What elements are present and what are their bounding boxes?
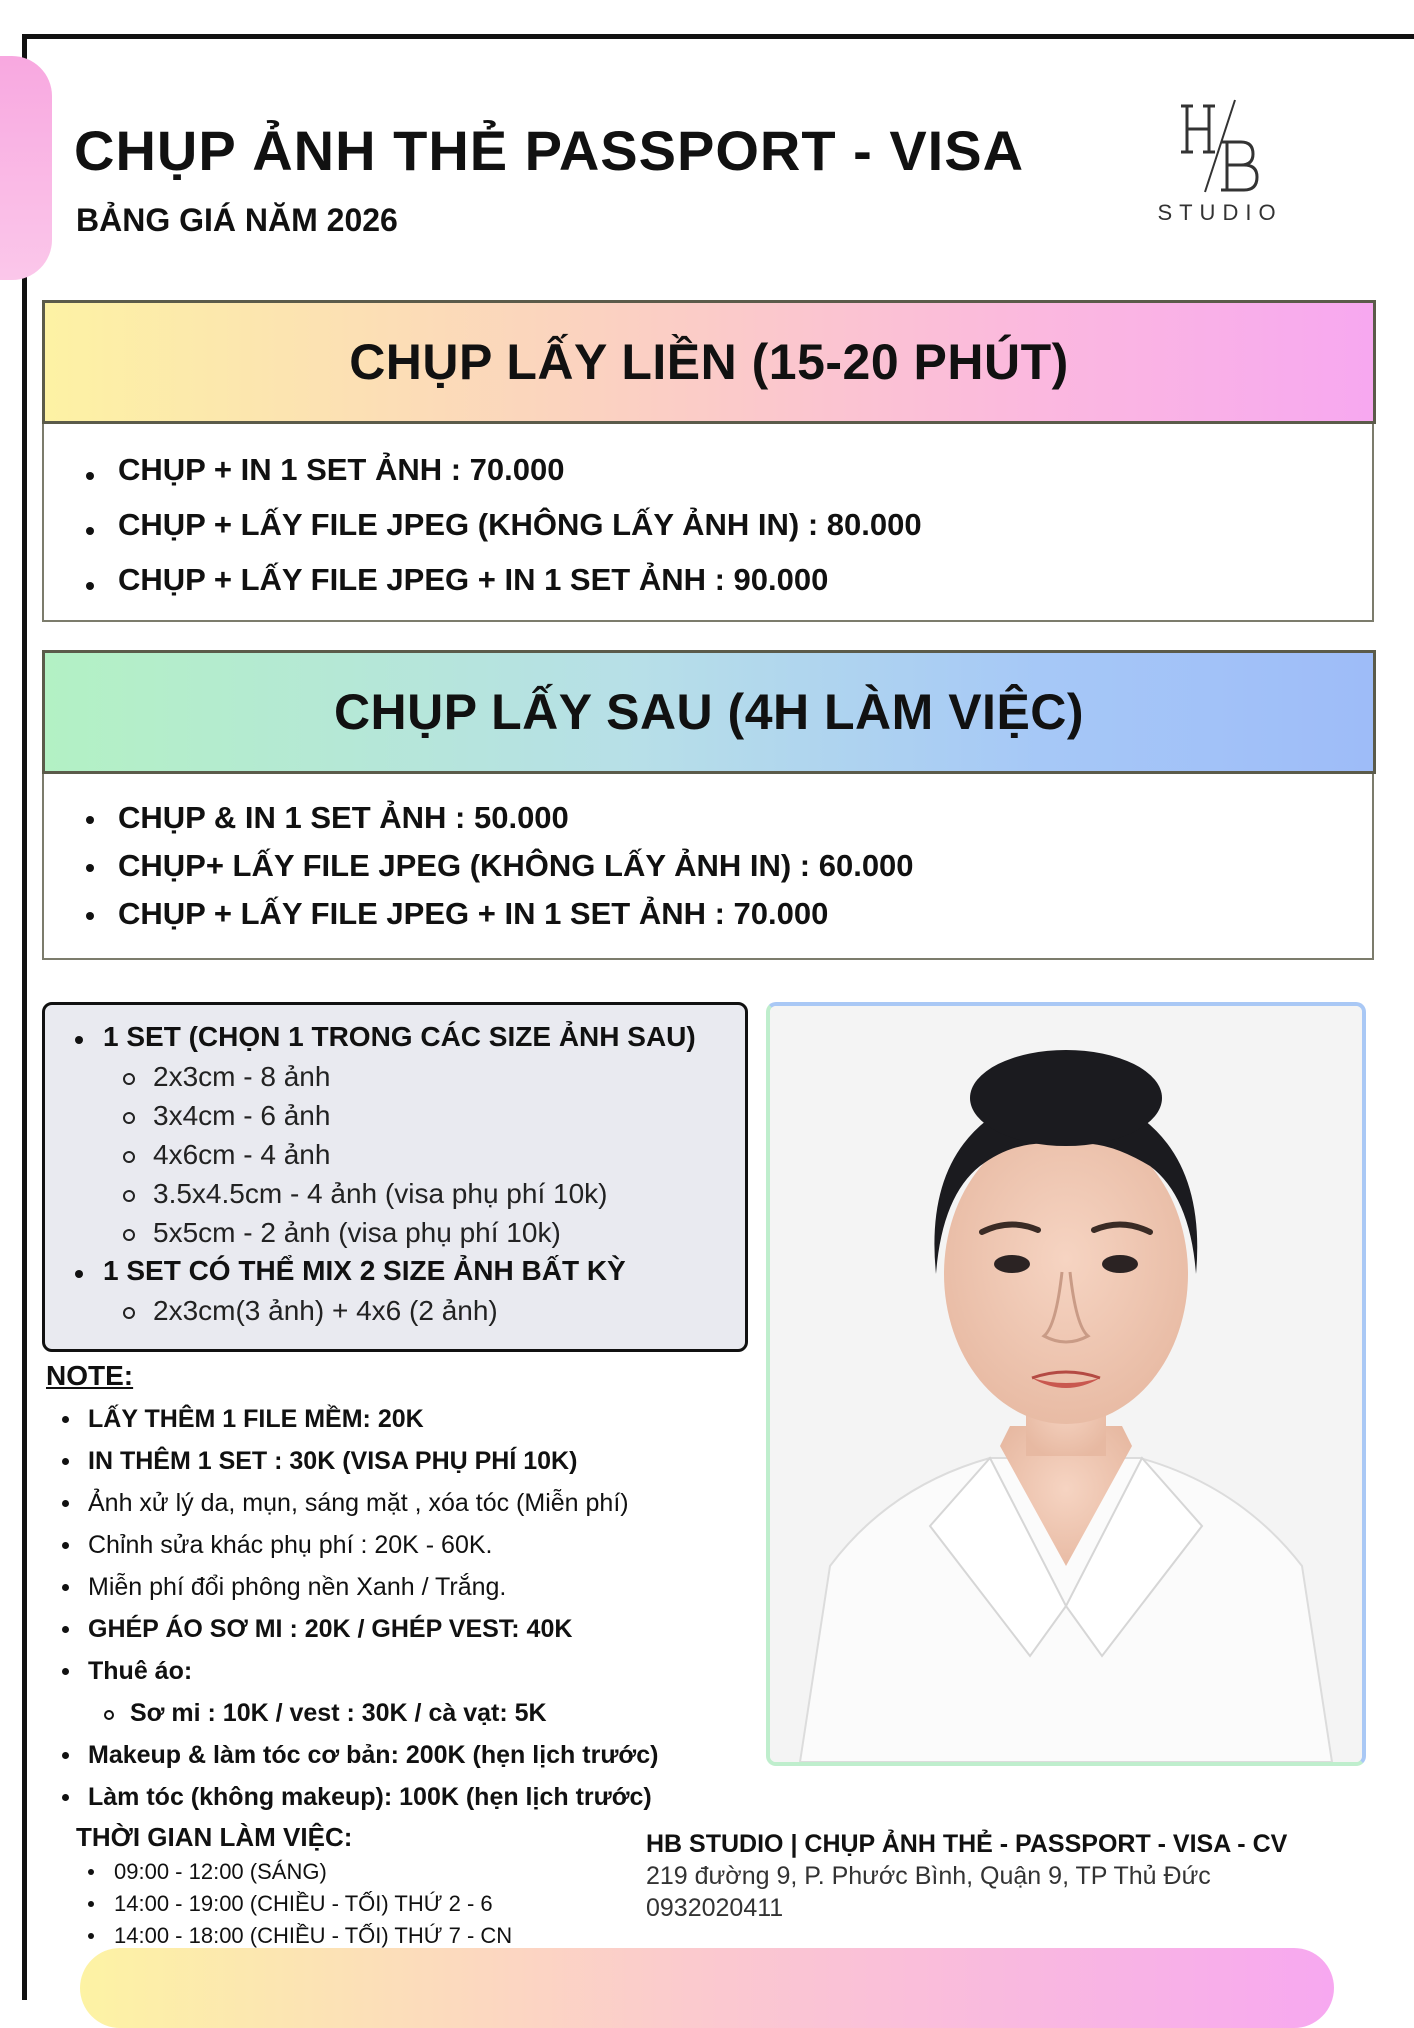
price-item: CHỤP + LẤY FILE JPEG + IN 1 SET ẢNH : 90.000 [82, 558, 922, 613]
price-item: CHỤP & IN 1 SET ẢNH : 50.000 [82, 796, 914, 844]
working-hours-item: 14:00 - 18:00 (CHIỀU - TỐI) THỨ 7 - CN [84, 1920, 512, 1952]
decorative-bottom-bar [80, 1948, 1334, 2028]
section-heading-text: CHỤP LẤY LIỀN (15-20 PHÚT) [349, 334, 1069, 390]
contact-phone[interactable]: 0932020411 [646, 1894, 784, 1922]
page-subtitle: BẢNG GIÁ NĂM 2026 [76, 202, 398, 238]
note-item: Miễn phí đổi phông nền Xanh / Trắng. [58, 1566, 758, 1608]
contact-address: 219 đường 9, P. Phước Bình, Quận 9, TP Thủ Đức [646, 1862, 1211, 1890]
frame-top-border [22, 34, 1414, 39]
size-option: 2x3cm - 8 ảnh [121, 1061, 330, 1093]
contact-studio-name: HB STUDIO | CHỤP ẢNH THẺ - PASSPORT - VISA - CV [646, 1830, 1288, 1858]
note-title: NOTE: [46, 1360, 134, 1391]
working-hours-item: 09:00 - 12:00 (SÁNG) [84, 1856, 512, 1888]
working-hours-item: 14:00 - 19:00 (CHIỀU - TỐI) THỨ 2 - 6 [84, 1888, 512, 1920]
note-list [58, 1398, 758, 1818]
working-hours-title: THỜI GIAN LÀM VIỆC: [76, 1822, 353, 1852]
price-item: CHỤP + LẤY FILE JPEG + IN 1 SET ẢNH : 70.000 [82, 892, 914, 940]
size-option: 4x6cm - 4 ảnh [121, 1139, 330, 1171]
size-option: 5x5cm - 2 ảnh (visa phụ phí 10k) [121, 1217, 561, 1249]
price-list [82, 796, 914, 940]
note-item: Làm tóc (không makeup): 100K (hẹn lịch trước) [58, 1776, 758, 1818]
logo-studio-text: STUDIO [1157, 200, 1283, 225]
price-item: CHỤP + IN 1 SET ẢNH : 70.000 [82, 448, 922, 503]
section-body-later [42, 774, 1374, 960]
note-item: Thuê áo: [58, 1650, 758, 1692]
price-item: CHỤP + LẤY FILE JPEG (KHÔNG LẤY ẢNH IN) : 80.000 [82, 503, 922, 558]
size-option: 3x4cm - 6 ảnh [121, 1100, 330, 1132]
size-options-box [42, 1002, 748, 1352]
section-body-instant [42, 424, 1374, 622]
contact-info [646, 1828, 1287, 1924]
size-mix-option: 2x3cm(3 ảnh) + 4x6 (2 ảnh) [121, 1295, 498, 1327]
note-item: GHÉP ÁO SƠ MI : 20K / GHÉP VEST: 40K [58, 1608, 758, 1650]
portrait-illustration [770, 1006, 1362, 1762]
working-hours-list [84, 1856, 512, 1952]
page-title: CHỤP ẢNH THẺ PASSPORT - VISA [74, 119, 1025, 182]
note-item: Makeup & làm tóc cơ bản: 200K (hẹn lịch trước) [58, 1734, 758, 1776]
hb-studio-logo [1140, 96, 1300, 236]
note-item: Chỉnh sửa khác phụ phí : 20K - 60K. [58, 1524, 758, 1566]
hb-monogram-icon [1165, 96, 1275, 196]
size-mix-heading: 1 SET CÓ THỂ MIX 2 SIZE ẢNH BẤT KỲ [73, 1255, 626, 1287]
size-set-heading: 1 SET (CHỌN 1 TRONG CÁC SIZE ẢNH SAU) [73, 1021, 696, 1053]
note-item: IN THÊM 1 SET : 30K (VISA PHỤ PHÍ 10K) [58, 1440, 758, 1482]
section-heading-text: CHỤP LẤY SAU (4H LÀM VIỆC) [333, 684, 1085, 740]
sample-portrait-photo [766, 1002, 1366, 1766]
price-list [82, 448, 922, 613]
size-option: 3.5x4.5cm - 4 ảnh (visa phụ phí 10k) [121, 1178, 607, 1210]
note-item: LẤY THÊM 1 FILE MỀM: 20K [58, 1398, 758, 1440]
note-sub-item: Sơ mi : 10K / vest : 30K / cà vạt: 5K [58, 1692, 758, 1734]
section-heading-instant [42, 300, 1376, 424]
decorative-pink-tab [0, 56, 52, 280]
note-item: Ảnh xử lý da, mụn, sáng mặt , xóa tóc (Miễn phí) [58, 1482, 758, 1524]
section-heading-later [42, 650, 1376, 774]
frame-left-border [22, 34, 27, 2000]
price-item: CHỤP+ LẤY FILE JPEG (KHÔNG LẤY ẢNH IN) : 60.000 [82, 844, 914, 892]
